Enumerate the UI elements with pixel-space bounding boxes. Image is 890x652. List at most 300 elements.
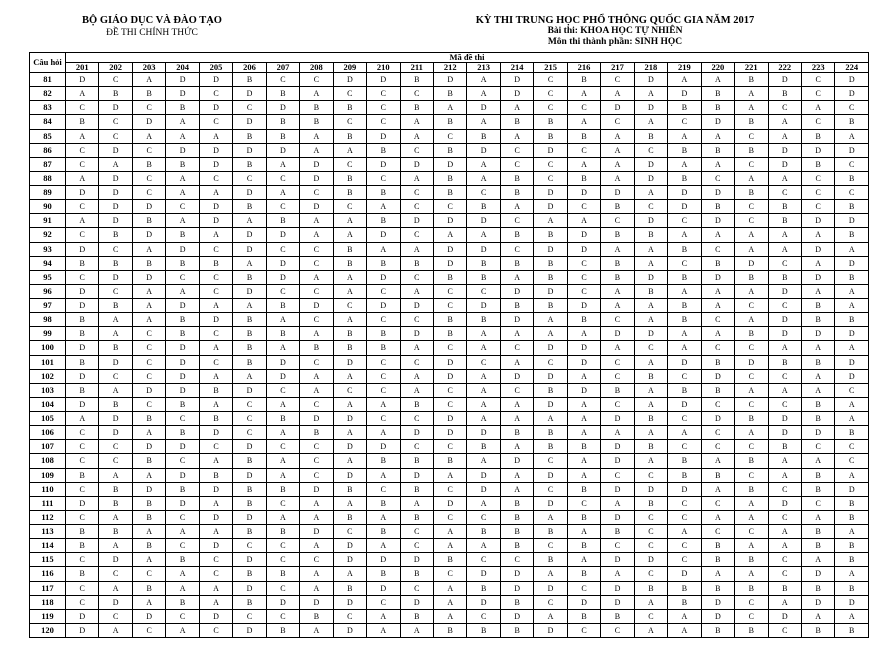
answer-cell: B <box>233 129 266 143</box>
answer-cell: C <box>199 171 232 185</box>
answer-cell: D <box>233 143 266 157</box>
answer-cell: B <box>367 214 400 228</box>
answer-cell: B <box>166 157 199 171</box>
answer-cell: D <box>266 369 299 383</box>
answer-cell: D <box>199 73 232 87</box>
answer-cell: C <box>400 270 433 284</box>
answer-cell: B <box>433 87 466 101</box>
answer-cell: C <box>99 73 132 87</box>
answer-cell: C <box>333 157 366 171</box>
answer-cell: B <box>668 468 701 482</box>
answer-cell: B <box>233 595 266 609</box>
answer-cell: B <box>668 143 701 157</box>
answer-cell: A <box>132 595 165 609</box>
answer-cell: A <box>66 129 99 143</box>
answer-cell: B <box>233 157 266 171</box>
answer-cell: B <box>500 299 533 313</box>
answer-cell: A <box>132 426 165 440</box>
table-header-row <box>30 53 869 63</box>
answer-cell: B <box>835 496 869 510</box>
answer-cell: C <box>634 341 667 355</box>
answer-cell: D <box>99 200 132 214</box>
answer-cell: C <box>400 143 433 157</box>
answer-cell: B <box>66 525 99 539</box>
answer-cell: A <box>567 87 600 101</box>
answer-cell: A <box>835 284 869 298</box>
answer-cell: B <box>132 412 165 426</box>
answer-cell: B <box>701 623 734 637</box>
answer-cell: D <box>701 369 734 383</box>
answer-cell: D <box>768 313 801 327</box>
answer-cell: B <box>467 270 500 284</box>
answer-cell: B <box>801 482 834 496</box>
answer-cell: B <box>668 383 701 397</box>
answer-cell: C <box>835 101 869 115</box>
answer-cell: B <box>701 539 734 553</box>
answer-cell: C <box>534 355 567 369</box>
answer-cell: C <box>367 171 400 185</box>
answer-cell: D <box>835 482 869 496</box>
answer-cell: D <box>768 412 801 426</box>
answer-cell: B <box>701 383 734 397</box>
answer-cell: C <box>199 115 232 129</box>
answer-cell: D <box>735 355 768 369</box>
answer-cell: C <box>701 440 734 454</box>
answer-cell: D <box>166 299 199 313</box>
table-row <box>30 539 869 553</box>
answer-cell: A <box>735 510 768 524</box>
answer-cell: B <box>801 581 834 595</box>
answer-cell: A <box>835 341 869 355</box>
answer-cell: C <box>668 214 701 228</box>
answer-cell: A <box>132 242 165 256</box>
answer-cell: A <box>166 525 199 539</box>
answer-cell: D <box>400 468 433 482</box>
answer-cell: A <box>199 595 232 609</box>
answer-cell: A <box>333 426 366 440</box>
answer-cell: C <box>199 440 232 454</box>
answer-cell: B <box>367 341 400 355</box>
answer-cell: A <box>300 129 333 143</box>
answer-cell: B <box>166 595 199 609</box>
answer-cell: C <box>701 397 734 411</box>
official-exam-label: ĐỀ THI CHÍNH THỨC <box>106 28 198 38</box>
answer-cell: A <box>199 454 232 468</box>
answer-cell: B <box>166 256 199 270</box>
answer-cell: C <box>333 609 366 623</box>
answer-cell: B <box>266 115 299 129</box>
answer-cell: D <box>601 482 634 496</box>
answer-cell: D <box>500 454 533 468</box>
answer-cell: C <box>433 510 466 524</box>
answer-cell: C <box>66 510 99 524</box>
answer-cell: B <box>166 482 199 496</box>
table-row <box>30 186 869 200</box>
answer-cell: D <box>300 412 333 426</box>
answer-cell: B <box>99 482 132 496</box>
answer-cell: B <box>634 412 667 426</box>
answer-cell: B <box>534 383 567 397</box>
answer-cell: B <box>132 454 165 468</box>
answer-cell: A <box>367 468 400 482</box>
answer-cell: A <box>467 369 500 383</box>
answer-cell: D <box>333 595 366 609</box>
answer-cell: C <box>835 440 869 454</box>
answer-cell: A <box>735 228 768 242</box>
answer-cell: B <box>400 609 433 623</box>
answer-cell: D <box>300 200 333 214</box>
answer-cell: D <box>467 143 500 157</box>
answer-cell: D <box>99 270 132 284</box>
answer-cell: B <box>835 581 869 595</box>
answer-key-table <box>29 52 869 638</box>
answer-cell: B <box>333 256 366 270</box>
answer-cell: A <box>500 200 533 214</box>
answer-cell: C <box>367 369 400 383</box>
answer-cell: D <box>166 369 199 383</box>
answer-cell: D <box>534 496 567 510</box>
answer-cell: A <box>199 581 232 595</box>
answer-cell: B <box>166 553 199 567</box>
answer-cell: A <box>668 129 701 143</box>
answer-cell: B <box>333 171 366 185</box>
answer-cell: D <box>233 242 266 256</box>
answer-cell: C <box>433 440 466 454</box>
answer-cell: D <box>433 242 466 256</box>
answer-cell: A <box>668 73 701 87</box>
answer-cell: C <box>66 101 99 115</box>
answer-cell: A <box>735 567 768 581</box>
answer-cell: B <box>400 397 433 411</box>
answer-cell: D <box>166 87 199 101</box>
answer-cell: C <box>300 256 333 270</box>
answer-cell: D <box>99 355 132 369</box>
answer-cell: C <box>233 397 266 411</box>
answer-cell: B <box>333 101 366 115</box>
question-column-header: Câu hỏi <box>30 53 66 73</box>
header-right <box>440 15 790 48</box>
answer-cell: A <box>735 87 768 101</box>
answer-cell: D <box>768 496 801 510</box>
answer-cell: D <box>634 482 667 496</box>
answer-cell: A <box>367 397 400 411</box>
answer-cell: D <box>400 157 433 171</box>
answer-cell: C <box>266 171 299 185</box>
answer-cell: A <box>601 426 634 440</box>
exam-code-header: 217 <box>601 63 634 73</box>
answer-cell: B <box>132 510 165 524</box>
answer-cell: D <box>668 186 701 200</box>
answer-cell: D <box>567 299 600 313</box>
table-row <box>30 496 869 510</box>
answer-cell: C <box>66 426 99 440</box>
answer-cell: A <box>634 623 667 637</box>
answer-cell: D <box>467 101 500 115</box>
answer-cell: B <box>132 256 165 270</box>
answer-cell: A <box>166 581 199 595</box>
answer-cell: D <box>601 327 634 341</box>
answer-cell: D <box>66 397 99 411</box>
answer-cell: A <box>701 284 734 298</box>
answer-cell: A <box>601 496 634 510</box>
answer-cell: B <box>333 482 366 496</box>
answer-cell: A <box>333 454 366 468</box>
question-number: 100 <box>30 341 66 355</box>
answer-cell: A <box>835 525 869 539</box>
answer-cell: D <box>199 609 232 623</box>
answer-cell: B <box>266 623 299 637</box>
answer-cell: A <box>300 539 333 553</box>
answer-cell: A <box>668 327 701 341</box>
answer-cell: C <box>567 270 600 284</box>
answer-cell: C <box>735 397 768 411</box>
answer-cell: B <box>433 327 466 341</box>
answer-cell: A <box>534 313 567 327</box>
answer-cell: B <box>266 87 299 101</box>
question-number: 110 <box>30 482 66 496</box>
answer-cell: C <box>768 397 801 411</box>
header-left <box>62 15 242 39</box>
table-row <box>30 115 869 129</box>
table-row <box>30 525 869 539</box>
answer-cell: C <box>735 595 768 609</box>
answer-cell: D <box>199 539 232 553</box>
answer-cell: A <box>567 525 600 539</box>
answer-cell: D <box>166 143 199 157</box>
answer-cell: D <box>433 496 466 510</box>
answer-cell: C <box>768 553 801 567</box>
answer-cell: C <box>66 270 99 284</box>
answer-cell: D <box>66 242 99 256</box>
answer-cell: A <box>801 284 834 298</box>
answer-cell: C <box>132 171 165 185</box>
answer-cell: A <box>801 510 834 524</box>
answer-cell: D <box>433 412 466 426</box>
answer-cell: B <box>801 468 834 482</box>
answer-cell: A <box>601 129 634 143</box>
table-row <box>30 426 869 440</box>
answer-cell: B <box>567 510 600 524</box>
answer-cell: D <box>333 73 366 87</box>
answer-cell: C <box>66 157 99 171</box>
answer-cell: D <box>99 143 132 157</box>
answer-cell: A <box>735 242 768 256</box>
answer-cell: D <box>99 553 132 567</box>
answer-cell: B <box>668 242 701 256</box>
answer-cell: C <box>166 609 199 623</box>
answer-cell: A <box>701 157 734 171</box>
answer-cell: D <box>534 186 567 200</box>
answer-cell: B <box>768 87 801 101</box>
answer-cell: C <box>467 284 500 298</box>
answer-cell: B <box>735 143 768 157</box>
answer-cell: B <box>500 115 533 129</box>
answer-cell: D <box>367 129 400 143</box>
answer-cell: D <box>132 440 165 454</box>
answer-cell: D <box>601 553 634 567</box>
answer-cell: B <box>132 581 165 595</box>
answer-cell: B <box>601 256 634 270</box>
answer-cell: A <box>367 510 400 524</box>
answer-cell: B <box>701 256 734 270</box>
answer-cell: C <box>166 510 199 524</box>
table-row <box>30 553 869 567</box>
answer-cell: D <box>701 214 734 228</box>
answer-cell: A <box>467 412 500 426</box>
answer-cell: B <box>701 553 734 567</box>
answer-cell: D <box>99 426 132 440</box>
answer-cell: C <box>735 525 768 539</box>
answer-cell: A <box>99 313 132 327</box>
table-row <box>30 383 869 397</box>
answer-cell: A <box>132 553 165 567</box>
answer-cell: B <box>166 327 199 341</box>
answer-cell: A <box>199 228 232 242</box>
answer-cell: D <box>99 171 132 185</box>
answer-cell: D <box>768 327 801 341</box>
answer-cell: B <box>768 200 801 214</box>
answer-cell: D <box>166 355 199 369</box>
answer-cell: C <box>634 609 667 623</box>
answer-cell: C <box>601 115 634 129</box>
answer-cell: B <box>801 313 834 327</box>
answer-cell: C <box>132 355 165 369</box>
answer-cell: D <box>199 143 232 157</box>
answer-cell: B <box>132 214 165 228</box>
answer-cell: A <box>300 143 333 157</box>
answer-cell: C <box>166 200 199 214</box>
answer-cell: B <box>500 171 533 185</box>
answer-cell: B <box>266 129 299 143</box>
answer-cell: D <box>233 468 266 482</box>
answer-cell: A <box>233 369 266 383</box>
answer-cell: C <box>567 101 600 115</box>
answer-cell: D <box>467 468 500 482</box>
table-row <box>30 299 869 313</box>
answer-cell: B <box>400 101 433 115</box>
answer-cell: B <box>601 270 634 284</box>
answer-cell: A <box>801 101 834 115</box>
answer-cell: B <box>233 454 266 468</box>
answer-cell: D <box>400 595 433 609</box>
answer-cell: B <box>567 73 600 87</box>
answer-cell: A <box>534 510 567 524</box>
answer-cell: B <box>367 525 400 539</box>
answer-cell: D <box>333 440 366 454</box>
answer-cell: A <box>300 567 333 581</box>
answer-cell: C <box>132 143 165 157</box>
answer-cell: C <box>768 186 801 200</box>
table-row <box>30 143 869 157</box>
answer-cell: C <box>132 186 165 200</box>
exam-code-header: 214 <box>500 63 533 73</box>
answer-cell: B <box>567 440 600 454</box>
answer-cell: A <box>768 383 801 397</box>
answer-cell: D <box>66 369 99 383</box>
answer-cell: A <box>333 214 366 228</box>
answer-cell: A <box>266 341 299 355</box>
answer-cell: B <box>735 73 768 87</box>
answer-cell: A <box>166 284 199 298</box>
answer-cell: C <box>233 412 266 426</box>
answer-cell: A <box>199 129 232 143</box>
table-row <box>30 581 869 595</box>
answer-cell: A <box>835 468 869 482</box>
answer-cell: B <box>768 214 801 228</box>
question-number: 106 <box>30 426 66 440</box>
answer-cell: D <box>132 383 165 397</box>
answer-cell: D <box>567 341 600 355</box>
answer-cell: B <box>735 553 768 567</box>
question-number: 109 <box>30 468 66 482</box>
answer-cell: D <box>634 270 667 284</box>
answer-cell: A <box>199 397 232 411</box>
answer-cell: B <box>668 454 701 468</box>
answer-cell: D <box>66 609 99 623</box>
answer-cell: A <box>601 242 634 256</box>
answer-cell: B <box>534 115 567 129</box>
answer-cell: D <box>199 510 232 524</box>
answer-cell: D <box>433 157 466 171</box>
answer-cell: C <box>132 341 165 355</box>
answer-cell: A <box>199 369 232 383</box>
answer-cell: D <box>801 595 834 609</box>
answer-cell: A <box>567 214 600 228</box>
answer-cell: C <box>166 270 199 284</box>
answer-cell: C <box>367 115 400 129</box>
answer-cell: B <box>199 468 232 482</box>
answer-cell: C <box>99 567 132 581</box>
answer-cell: C <box>534 157 567 171</box>
answer-cell: A <box>534 214 567 228</box>
answer-cell: B <box>668 313 701 327</box>
answer-cell: A <box>701 567 734 581</box>
answer-cell: D <box>567 383 600 397</box>
answer-cell: C <box>300 186 333 200</box>
answer-cell: C <box>567 143 600 157</box>
answer-cell: B <box>233 200 266 214</box>
answer-cell: D <box>400 299 433 313</box>
answer-cell: A <box>433 101 466 115</box>
answer-cell: B <box>801 397 834 411</box>
answer-cell: B <box>835 200 869 214</box>
answer-cell: C <box>500 157 533 171</box>
answer-cell: D <box>166 468 199 482</box>
answer-cell: D <box>534 284 567 298</box>
answer-cell: D <box>500 87 533 101</box>
answer-cell: D <box>601 186 634 200</box>
answer-cell: D <box>601 440 634 454</box>
answer-cell: B <box>66 567 99 581</box>
answer-cell: A <box>400 242 433 256</box>
answer-cell: A <box>233 256 266 270</box>
question-number: 82 <box>30 87 66 101</box>
answer-cell: B <box>735 623 768 637</box>
answer-cell: A <box>467 87 500 101</box>
answer-cell: B <box>433 454 466 468</box>
answer-cell: A <box>467 496 500 510</box>
answer-cell: C <box>801 496 834 510</box>
answer-cell: C <box>99 369 132 383</box>
answer-cell: D <box>199 313 232 327</box>
answer-cell: D <box>634 553 667 567</box>
answer-cell: A <box>801 228 834 242</box>
answer-cell: D <box>99 595 132 609</box>
answer-cell: D <box>266 143 299 157</box>
exam-code-header: 223 <box>801 63 834 73</box>
answer-cell: D <box>233 581 266 595</box>
answer-cell: B <box>601 200 634 214</box>
